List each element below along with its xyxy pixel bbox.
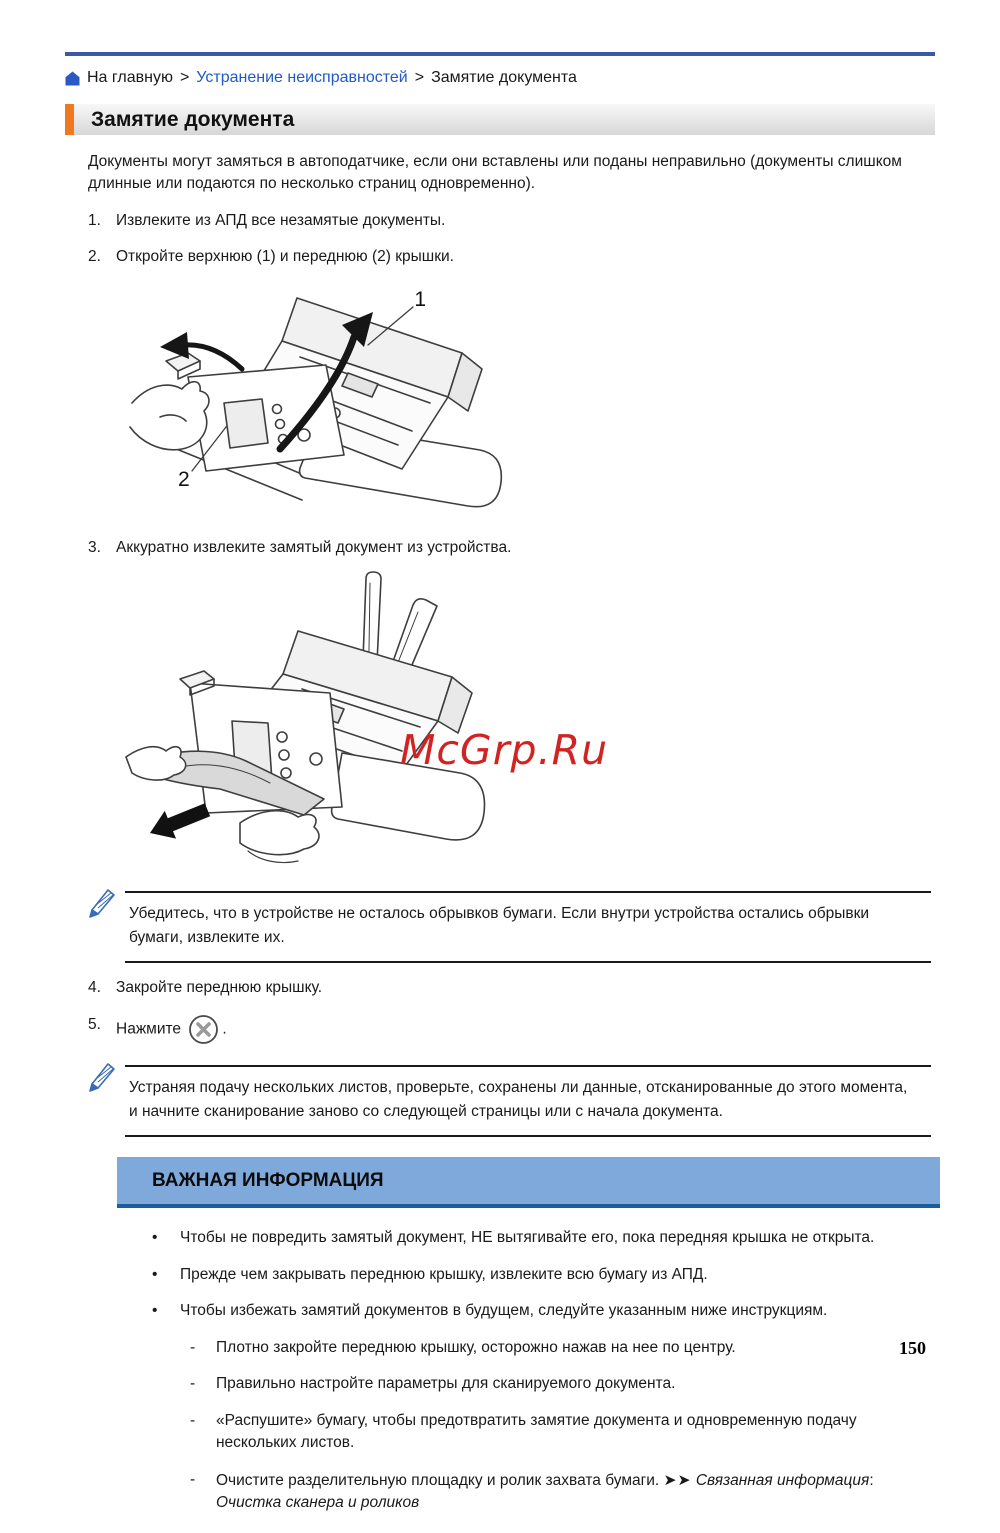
step-number: 4. [88,979,101,997]
breadcrumb-separator: > [414,69,425,86]
stop-button-icon [188,1014,219,1045]
bullet-marker: • [152,1229,158,1247]
pencil-note-icon [84,1058,118,1092]
note-block [125,1065,931,1137]
step-text-after-icon: . [222,1020,227,1038]
step-text [116,1014,910,1045]
step-number: 1. [88,211,101,229]
step-number: 5. [88,1015,101,1033]
important-sub-bullet [190,1469,910,1515]
bullet-text: Чтобы не повредить замятый документ, НЕ вытягивайте его, пока передняя крышка не открыта. [180,1229,875,1247]
section-header [65,104,935,135]
sub-bullet-text [216,1469,910,1515]
related-info-arrows-icon: ➤➤ [663,1470,692,1489]
important-sub-bullet [190,1410,910,1455]
sub-bullet-text: Плотно закройте переднюю крышку, осторожно нажав на нее по центру. [216,1338,736,1356]
step-5 [88,1014,910,1045]
important-sub-list [190,1337,910,1515]
step-2 [88,246,910,268]
watermark: McGrp.Ru [400,726,609,775]
intro-paragraph: Документы могут замяться в автоподатчике, если они вставлены или поданы неправильно (документы слишком длинные или подаются по несколько страниц одновременно). [88,153,902,193]
breadcrumb-home: На главную [87,69,173,86]
important-header [117,1157,940,1209]
related-info-reference: Очистка сканера и роликов [216,1494,420,1512]
sub-bullet-text: Правильно настройте параметры для сканируемого документа. [216,1375,676,1393]
important-body [117,1208,940,1532]
important-sub-bullet [190,1373,910,1395]
important-information-box [117,1157,940,1533]
related-info-colon: : [869,1471,874,1489]
dash-marker: - [190,1338,196,1356]
bullet-marker: • [152,1302,158,1320]
related-info-label: Связанная информация [691,1471,870,1489]
step-text: Аккуратно извлеките замятый документ из устройства. [116,538,512,556]
breadcrumb-separator: > [179,69,190,86]
step-3 [88,537,910,559]
pencil-note-icon [84,884,118,918]
bullet-text: Чтобы избежать замятий документов в будущем, следуйте указанным ниже инструкциям. [180,1302,828,1320]
home-icon[interactable] [65,71,80,86]
step-text: Откройте верхнюю (1) и переднюю (2) крышки. [116,248,454,266]
dash-marker: - [190,1375,196,1393]
note-text: Убедитесь, что в устройстве не осталось обрывков бумаги. Если внутри устройства остались обрывки бумаги, извлеките их. [129,905,870,947]
top-rule [65,52,935,56]
page-title: Замятие документа [91,107,295,131]
important-bullet [152,1227,910,1249]
step-1 [88,210,910,232]
important-sub-bullet [190,1337,910,1359]
note-text: Устраняя подачу нескольких листов, проверьте, сохранены ли данные, отсканированные до этого момента, и начните сканирование заново со следующей страницы или с начала документа. [129,1078,908,1120]
step-text-before-icon: Нажмите [116,1020,182,1038]
dash-marker: - [190,1411,196,1429]
bullet-text: Прежде чем закрывать переднюю крышку, извлеките всю бумагу из АПД. [180,1265,708,1283]
important-title: ВАЖНАЯ ИНФОРМАЦИЯ [152,1169,384,1191]
step-text: Закройте переднюю крышку. [116,979,323,997]
important-bullet [152,1264,910,1286]
breadcrumb-link-troubleshooting[interactable]: Устранение неисправностей [196,69,408,86]
step-number: 2. [88,248,101,266]
breadcrumb-current: Замятие документа [431,69,577,86]
sub-bullet-text: «Распушите» бумагу, чтобы предотвратить замятие документа и одновременную подачу нескольких листов. [216,1411,857,1452]
sub-bullet-text-part: Очистите разделительную площадку и ролик захвата бумаги. [216,1471,664,1489]
step-text: Извлеките из АПД все незамятые документы. [116,211,446,229]
figure-callout-2: 2 [178,467,190,491]
note-block [125,891,931,963]
bullet-marker: • [152,1265,158,1283]
dash-marker: - [190,1470,196,1488]
important-bullet [152,1300,910,1322]
figure-open-covers [130,285,530,523]
step-4 [88,977,910,999]
page-number: 150 [899,1338,926,1358]
figure-callout-1: 1 [414,287,426,311]
step-number: 3. [88,538,101,556]
breadcrumb [65,69,935,87]
figure-remove-jam [120,571,640,871]
